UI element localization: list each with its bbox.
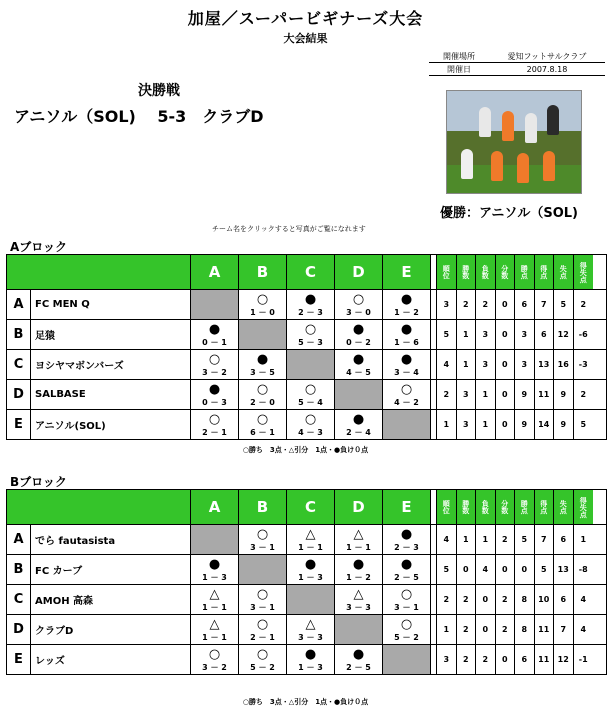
stat-cell: 9 xyxy=(554,410,574,439)
result-mark: ○ xyxy=(256,412,269,427)
match-cell xyxy=(335,320,383,349)
result-mark: ● xyxy=(352,647,365,662)
match-score: 1 － 1 xyxy=(346,543,371,552)
stat-cell: 3 xyxy=(476,320,496,349)
result-mark: ● xyxy=(304,557,317,572)
stat-cell: 4 xyxy=(437,350,457,379)
stat-cell: 1 xyxy=(437,410,457,439)
result-mark: △ xyxy=(353,527,364,542)
stat-header: 勝点 xyxy=(515,490,535,524)
stat-cell: 0 xyxy=(496,320,516,349)
column-header-e: E xyxy=(383,255,431,289)
match-cell xyxy=(191,320,239,349)
stat-cell: 5 xyxy=(437,555,457,584)
table-row xyxy=(6,380,607,410)
match-score: 1 － 3 xyxy=(202,573,227,582)
match-score: 3 － 4 xyxy=(394,368,419,377)
match-cell xyxy=(191,555,239,584)
result-mark: ○ xyxy=(256,647,269,662)
photo-player xyxy=(517,153,529,183)
match-cell xyxy=(383,350,431,379)
result-mark: ○ xyxy=(400,617,413,632)
stat-cell: 12 xyxy=(554,645,574,674)
team-name-link[interactable]: AMOH 高森 xyxy=(31,585,191,614)
match-cell xyxy=(335,525,383,554)
result-mark: △ xyxy=(353,587,364,602)
match-score: 3 － 2 xyxy=(202,368,227,377)
result-mark: ○ xyxy=(208,412,221,427)
result-mark: ○ xyxy=(400,587,413,602)
photo-player xyxy=(547,105,559,135)
match-cell xyxy=(383,615,431,644)
team-name-link[interactable]: FC MEN Q xyxy=(31,290,191,319)
match-score: 1 － 1 xyxy=(202,633,227,642)
match-score: 3 － 3 xyxy=(298,633,323,642)
result-mark: ● xyxy=(400,557,413,572)
block-a-table xyxy=(6,254,607,440)
stat-cell: 2 xyxy=(580,390,587,399)
stat-cell: 0 xyxy=(496,380,516,409)
match-cell xyxy=(383,585,431,614)
column-header-a: A xyxy=(191,255,239,289)
match-cell xyxy=(239,525,287,554)
stat-cell: 0 xyxy=(476,585,496,614)
column-header-c: C xyxy=(287,255,335,289)
stat-header: 順位 xyxy=(437,490,457,524)
page-title: 加屋／スーパービギナーズ大会 xyxy=(187,9,424,28)
self-match-cell xyxy=(383,410,431,439)
stat-cell: 1 xyxy=(457,320,477,349)
stat-cell: 2 xyxy=(457,585,477,614)
match-cell xyxy=(383,555,431,584)
result-mark: ○ xyxy=(304,382,317,397)
match-score: 2 － 5 xyxy=(346,663,371,672)
result-mark: ○ xyxy=(400,382,413,397)
result-mark: ○ xyxy=(208,352,221,367)
stat-cell: 1 xyxy=(457,525,477,554)
date-value: 2007.8.18 xyxy=(526,64,568,74)
stat-header: 負数 xyxy=(476,255,496,289)
match-cell xyxy=(335,290,383,319)
column-header-a: A xyxy=(191,490,239,524)
photo-player xyxy=(525,113,537,143)
match-cell xyxy=(239,290,287,319)
result-mark: ● xyxy=(352,322,365,337)
block-b-legend: ○勝ち 3点・△引分 1点・●負け０点 xyxy=(242,698,369,706)
stat-cell: 10 xyxy=(535,585,555,614)
header-corner xyxy=(7,490,191,524)
match-score: 4 － 2 xyxy=(394,398,419,407)
stat-cell: 1 xyxy=(476,525,496,554)
stat-cell: 2 xyxy=(437,585,457,614)
table-row xyxy=(6,615,607,645)
table-header-row xyxy=(6,254,607,290)
stat-header: 負数 xyxy=(476,490,496,524)
stat-cell: 7 xyxy=(535,525,555,554)
match-cell xyxy=(191,645,239,674)
stat-cell: 13 xyxy=(554,555,574,584)
match-score: 1 － 6 xyxy=(394,338,419,347)
column-header-c: C xyxy=(287,490,335,524)
match-score: 4 － 3 xyxy=(298,428,323,437)
column-header-b: B xyxy=(239,490,287,524)
result-mark: ● xyxy=(400,322,413,337)
row-letter: A xyxy=(7,290,31,319)
match-score: 5 － 2 xyxy=(250,663,275,672)
column-header-d: D xyxy=(335,255,383,289)
stat-cell: 7 xyxy=(554,615,574,644)
stat-header: 分数 xyxy=(496,255,516,289)
match-score: 5 － 2 xyxy=(394,633,419,642)
stat-cell: 1 xyxy=(437,615,457,644)
stat-header: 得点 xyxy=(535,490,555,524)
self-match-cell xyxy=(335,380,383,409)
table-row xyxy=(6,525,607,555)
stat-cell: 9 xyxy=(554,380,574,409)
stat-header: 得失点 xyxy=(574,490,594,524)
stat-header: 勝数 xyxy=(457,255,477,289)
photo-note: チーム名をクリックすると写真がご覧になれます xyxy=(212,225,366,233)
stat-cell: 4 xyxy=(437,525,457,554)
match-score: 4 － 5 xyxy=(346,368,371,377)
self-match-cell xyxy=(383,645,431,674)
column-header-b: B xyxy=(239,255,287,289)
stat-cell: 3 xyxy=(476,350,496,379)
row-letter: B xyxy=(7,320,31,349)
team-name-link[interactable]: レッズ xyxy=(31,645,191,674)
self-match-cell xyxy=(335,615,383,644)
result-mark: ● xyxy=(352,352,365,367)
match-cell xyxy=(191,350,239,379)
stat-header: 勝点 xyxy=(515,255,535,289)
match-cell xyxy=(383,320,431,349)
match-score: 2 － 0 xyxy=(250,398,275,407)
result-mark: ○ xyxy=(256,527,269,542)
stat-cell: 2 xyxy=(476,290,496,319)
event-meta xyxy=(429,50,605,76)
photo-player xyxy=(479,107,491,137)
match-cell xyxy=(335,645,383,674)
match-score: 2 － 4 xyxy=(346,428,371,437)
row-letter: A xyxy=(7,525,31,554)
date-label: 開催日 xyxy=(447,64,471,74)
self-match-cell xyxy=(287,585,335,614)
team-name-link[interactable]: 足猿 xyxy=(31,320,191,349)
stat-cell: 12 xyxy=(554,320,574,349)
match-score: 3 － 2 xyxy=(202,663,227,672)
stat-cell: 0 xyxy=(496,290,516,319)
match-score: 2 － 3 xyxy=(298,308,323,317)
match-score: 0 － 2 xyxy=(346,338,371,347)
stat-cell: -8 xyxy=(578,565,588,574)
match-cell xyxy=(335,555,383,584)
stat-cell: 6 xyxy=(515,290,535,319)
row-letter: D xyxy=(7,615,31,644)
stat-cell: 2 xyxy=(496,615,516,644)
result-mark: ○ xyxy=(256,617,269,632)
match-cell xyxy=(287,410,335,439)
match-cell xyxy=(239,410,287,439)
match-score: 2 － 1 xyxy=(250,633,275,642)
stat-cell: 5 xyxy=(515,525,535,554)
stat-cell: 6 xyxy=(554,525,574,554)
stat-cell: 11 xyxy=(535,380,555,409)
stat-cell: 0 xyxy=(496,555,516,584)
match-cell xyxy=(383,380,431,409)
stat-cell: 3 xyxy=(515,350,535,379)
result-mark: ○ xyxy=(256,292,269,307)
match-cell xyxy=(287,615,335,644)
match-cell xyxy=(239,645,287,674)
table-row xyxy=(6,320,607,350)
match-score: 0 － 3 xyxy=(202,398,227,407)
match-cell xyxy=(335,350,383,379)
page-subtitle: 大会結果 xyxy=(283,32,328,45)
stat-cell: 0 xyxy=(496,350,516,379)
match-cell xyxy=(335,585,383,614)
block-a-title: Aブロック xyxy=(10,240,68,254)
stat-cell: 7 xyxy=(535,290,555,319)
stat-cell: 14 xyxy=(535,410,555,439)
stat-cell: 9 xyxy=(515,410,535,439)
stat-cell: 5 xyxy=(580,420,587,429)
result-mark: △ xyxy=(209,617,220,632)
result-mark: ○ xyxy=(352,292,365,307)
team-name-link[interactable]: クラブD xyxy=(31,615,191,644)
row-letter: C xyxy=(7,350,31,379)
stat-cell: 16 xyxy=(554,350,574,379)
stat-cell: 5 xyxy=(554,290,574,319)
stat-cell: 1 xyxy=(476,380,496,409)
stat-cell: -1 xyxy=(578,655,588,664)
match-score: 3 － 0 xyxy=(346,308,371,317)
stat-header: 順位 xyxy=(437,255,457,289)
result-mark: ○ xyxy=(304,322,317,337)
self-match-cell xyxy=(191,290,239,319)
stat-cell: 0 xyxy=(476,615,496,644)
row-letter: E xyxy=(7,645,31,674)
photo-player xyxy=(491,151,503,181)
stat-cell: 5 xyxy=(535,555,555,584)
stat-cell: 3 xyxy=(457,380,477,409)
stat-cell: 3 xyxy=(457,410,477,439)
photo-player xyxy=(543,151,555,181)
match-score: 3 － 1 xyxy=(394,603,419,612)
stat-header: 勝数 xyxy=(457,490,477,524)
stat-cell: 2 xyxy=(580,300,587,309)
column-header-e: E xyxy=(383,490,431,524)
match-score: 1 － 2 xyxy=(394,308,419,317)
stat-cell: -3 xyxy=(578,360,588,369)
stat-cell: 1 xyxy=(476,410,496,439)
stat-cell: 4 xyxy=(580,595,587,604)
self-match-cell xyxy=(239,555,287,584)
match-score: 5 － 4 xyxy=(298,398,323,407)
self-match-cell xyxy=(191,525,239,554)
match-score: 1 － 0 xyxy=(250,308,275,317)
date-row xyxy=(429,63,605,76)
match-cell xyxy=(383,525,431,554)
stat-cell: 8 xyxy=(515,585,535,614)
stat-cell: 11 xyxy=(535,615,555,644)
match-score: 5 － 3 xyxy=(298,338,323,347)
result-mark: ○ xyxy=(208,647,221,662)
header-corner xyxy=(7,255,191,289)
match-cell xyxy=(287,290,335,319)
match-cell xyxy=(239,615,287,644)
result-mark: ● xyxy=(208,557,221,572)
table-row xyxy=(6,645,607,675)
stat-cell: -6 xyxy=(578,330,588,339)
match-cell xyxy=(191,615,239,644)
result-mark: △ xyxy=(305,617,316,632)
column-header-d: D xyxy=(335,490,383,524)
match-score: 3 － 3 xyxy=(346,603,371,612)
match-cell xyxy=(287,645,335,674)
stat-cell: 6 xyxy=(515,645,535,674)
stat-cell: 2 xyxy=(457,290,477,319)
self-match-cell xyxy=(239,320,287,349)
match-score: 2 － 1 xyxy=(202,428,227,437)
result-mark: ○ xyxy=(304,412,317,427)
stat-cell: 3 xyxy=(515,320,535,349)
result-mark: ○ xyxy=(256,587,269,602)
stat-cell: 4 xyxy=(476,555,496,584)
match-score: 1 － 3 xyxy=(298,573,323,582)
stat-cell: 2 xyxy=(457,615,477,644)
match-cell xyxy=(287,320,335,349)
stat-header: 失点 xyxy=(554,255,574,289)
stat-cell: 2 xyxy=(476,645,496,674)
match-cell xyxy=(239,380,287,409)
match-score: 2 － 5 xyxy=(394,573,419,582)
stat-cell: 2 xyxy=(496,585,516,614)
table-row xyxy=(6,555,607,585)
venue-row xyxy=(429,50,605,63)
stat-cell: 0 xyxy=(457,555,477,584)
final-result: アニソル（SOL) 5-3 クラブD xyxy=(14,107,264,126)
row-letter: B xyxy=(7,555,31,584)
block-b-table xyxy=(6,489,607,675)
self-match-cell xyxy=(287,350,335,379)
photo-sky xyxy=(447,91,581,131)
match-score: 1 － 1 xyxy=(298,543,323,552)
match-cell xyxy=(287,555,335,584)
stat-cell: 13 xyxy=(535,350,555,379)
match-cell xyxy=(383,290,431,319)
winner-team-photo xyxy=(446,90,582,194)
stat-cell: 1 xyxy=(580,535,587,544)
table-row xyxy=(6,585,607,615)
table-row xyxy=(6,290,607,320)
table-header-row xyxy=(6,489,607,525)
team-name-link[interactable]: アニソル(SOL) xyxy=(31,410,191,439)
stat-header: 失点 xyxy=(554,490,574,524)
stat-header: 得点 xyxy=(535,255,555,289)
stat-cell: 3 xyxy=(437,645,457,674)
photo-player xyxy=(502,111,514,141)
stat-cell: 0 xyxy=(496,410,516,439)
match-cell xyxy=(191,585,239,614)
venue-label: 開催場所 xyxy=(443,51,475,61)
match-cell xyxy=(239,585,287,614)
team-name-link[interactable]: SALBASE xyxy=(31,380,191,409)
team-name-link[interactable]: ヨシヤマボンバーズ xyxy=(31,350,191,379)
team-name-link[interactable]: でら fautasista xyxy=(31,525,191,554)
stat-cell: 0 xyxy=(496,645,516,674)
result-mark: △ xyxy=(209,587,220,602)
match-score: 3 － 1 xyxy=(250,543,275,552)
row-letter: E xyxy=(7,410,31,439)
table-row xyxy=(6,350,607,380)
row-letter: D xyxy=(7,380,31,409)
match-score: 1 － 2 xyxy=(346,573,371,582)
stat-cell: 8 xyxy=(515,615,535,644)
stat-cell: 1 xyxy=(457,350,477,379)
table-row xyxy=(6,410,607,440)
block-b-title: Bブロック xyxy=(10,475,67,489)
stat-cell: 2 xyxy=(457,645,477,674)
match-score: 2 － 3 xyxy=(394,543,419,552)
stat-cell: 6 xyxy=(535,320,555,349)
stat-cell: 6 xyxy=(554,585,574,614)
stat-cell: 0 xyxy=(515,555,535,584)
match-score: 0 － 1 xyxy=(202,338,227,347)
stat-cell: 2 xyxy=(496,525,516,554)
match-cell xyxy=(287,380,335,409)
venue-value: 愛知フットサルクラブ xyxy=(507,51,587,61)
stat-header: 分数 xyxy=(496,490,516,524)
team-name-link[interactable]: FC カーブ xyxy=(31,555,191,584)
match-cell xyxy=(191,380,239,409)
result-mark: ○ xyxy=(256,382,269,397)
result-mark: ● xyxy=(400,352,413,367)
result-mark: ● xyxy=(352,412,365,427)
result-mark: ● xyxy=(304,647,317,662)
stat-cell: 4 xyxy=(580,625,587,634)
photo-player xyxy=(461,149,473,179)
stat-header: 得失点 xyxy=(574,255,594,289)
stat-cell: 2 xyxy=(437,380,457,409)
result-mark: ● xyxy=(400,292,413,307)
result-mark: ● xyxy=(256,352,269,367)
result-mark: ● xyxy=(400,527,413,542)
block-a-legend: ○勝ち 3点・△引分 1点・●負け０点 xyxy=(242,446,369,454)
result-mark: ● xyxy=(208,322,221,337)
result-mark: ● xyxy=(304,292,317,307)
row-letter: C xyxy=(7,585,31,614)
winner-caption: 優勝：アニソル（SOL) xyxy=(440,206,578,221)
result-mark: ● xyxy=(208,382,221,397)
stat-cell: 11 xyxy=(535,645,555,674)
match-cell xyxy=(191,410,239,439)
match-score: 3 － 1 xyxy=(250,603,275,612)
match-score: 6 － 1 xyxy=(250,428,275,437)
match-score: 3 － 5 xyxy=(250,368,275,377)
match-cell xyxy=(239,350,287,379)
match-cell xyxy=(335,410,383,439)
stat-cell: 3 xyxy=(437,290,457,319)
final-label: 決勝戦 xyxy=(138,83,180,99)
stat-cell: 9 xyxy=(515,380,535,409)
result-mark: ● xyxy=(352,557,365,572)
result-mark: △ xyxy=(305,527,316,542)
match-cell xyxy=(287,525,335,554)
match-score: 1 － 3 xyxy=(298,663,323,672)
match-score: 1 － 1 xyxy=(202,603,227,612)
stat-cell: 5 xyxy=(437,320,457,349)
